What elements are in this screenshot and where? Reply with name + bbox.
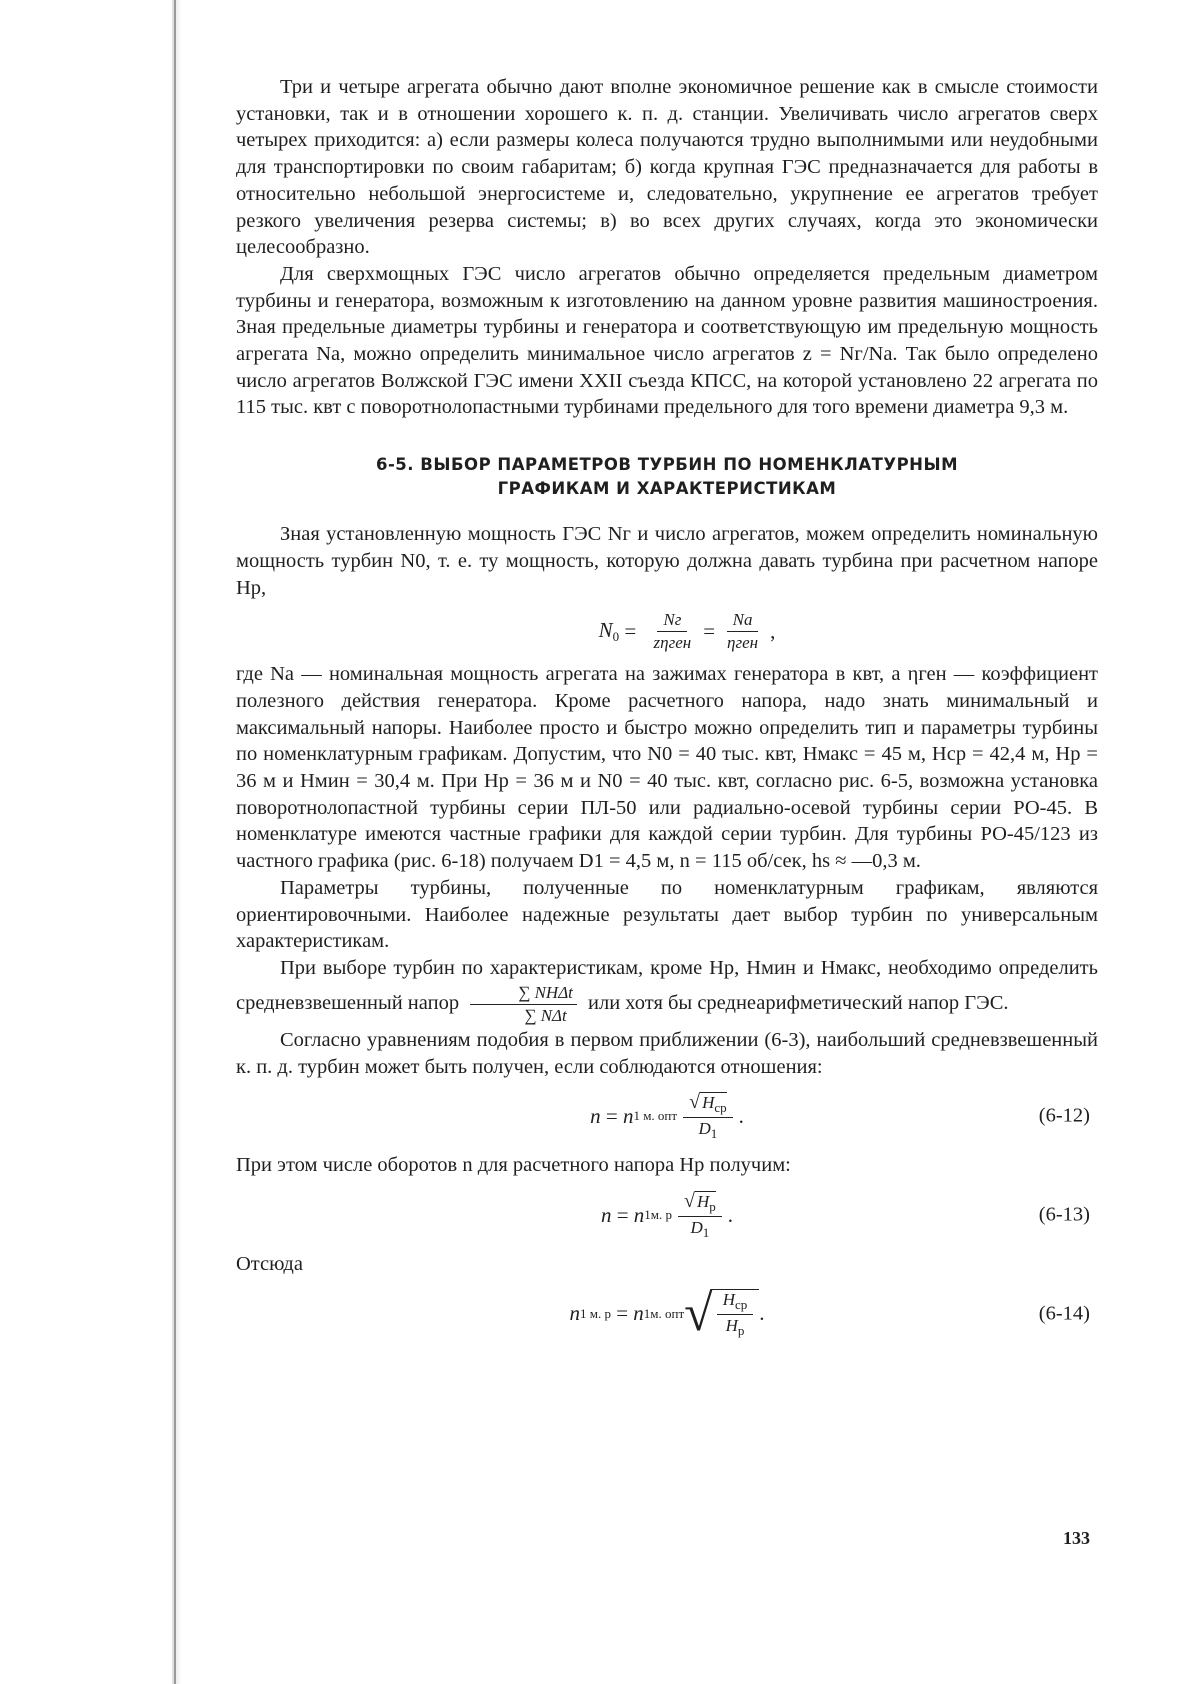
section-heading (236, 453, 1098, 501)
paragraph-3: Зная установленную мощность ГЭС Nг и число агрегатов, можем определить номинальную мощность турбин N0, т. е. ту мощность, которую должна давать турбина при расчетном напоре Hр, (236, 523, 1098, 599)
page-content (236, 74, 1098, 1350)
paragraph-7: Согласно уравнениям подобия в первом приближении (6-3), наибольший средневзвешенный к. п. д. турбин может быть получен, если соблюдаются отношения: (236, 1028, 1098, 1078)
eq-n0-fraction-2: $\frac{Nа}{\text{ηген}}$ (727, 609, 759, 652)
heading-line-1: 6-5. ВЫБОР ПАРАМЕТРОВ ТУРБИН ПО НОМЕНКЛАТУРНЫМ (375, 455, 959, 475)
paragraph-1: Три и четыре агрегата обычно дают вполне экономичное решение как в смысле стоимости установки, так и в отношении хорошего к. п. д. станции. Увеличивать число агрегатов сверх четырех приходится: а) если размеры колеса получаются трудно выполнимыми или неудобными для транспортировки по своим габаритам; б) когда крупная ГЭС предназначается для работы в относительно небольшой энергосистеме и, следовательно, укрупнение ее агрегатов требует резкого увеличения резерва системы; в) во всех других случаях, когда это экономически целесообразно. (236, 76, 1098, 259)
equation-6-12: n = n 1 м. опт $\frac{√ H_{ср}}{D_1}$ . (6-12) (590, 1090, 1090, 1141)
page-number: 133 (1063, 1528, 1090, 1548)
paragraph-9: Отсюда (236, 1253, 303, 1276)
equation-n0: $N_0$ = $\frac{Nг}{\text{zηген}}$ = $\frac{Nа}{\text{ηген}}$ , (598, 609, 776, 652)
paragraph-4: где Nа — номинальная мощность агрегата на зажимах генератора в квт, а ηген — коэффициент полезного действия генератора. Кроме расчетного напора, надо знать минимальный и максимальный напоры. Наиболее просто и быстро можно определить тип и параметры турбины по номенклатурным графикам. Допустим, что N0 = 40 тыс. квт, Hмакс = 45 м, Hср = 42,4 м, Hр = 36 м и Hмин = 30,4 м. При Hр = 36 м и N0 = 40 тыс. квт, согласно рис. 6-5, возможна установка поворотнолопастной турбины серии ПЛ-50 или радиально-осевой турбины серии РО-45. В номенклатуре имеются частные графики для каждой серии турбин. Для турбины РО-45/123 из частного графика (рис. 6-18) получаем D1 = 4,5 м, n = 115 об/сек, hs ≈ —0,3 м. (236, 663, 1098, 873)
heading-line-2: ГРАФИКАМ И ХАРАКТЕРИСТИКАМ (497, 479, 837, 499)
equation-number-6-14: (6-14) (1038, 1302, 1090, 1325)
eq-n0-fraction-1: $\frac{Nг}{\text{zηген}}$ (653, 609, 692, 652)
hsr-formula: $\frac{\text{∑ NHΔt}}{\text{∑ NΔt}}$ (470, 982, 577, 1027)
equation-number-6-12: (6-12) (1038, 1104, 1090, 1127)
equation-6-13: n = n 1м. р $\frac{√ H_р}{D_1}$ . (6-13) (600, 1189, 1090, 1240)
paragraph-6-start: При выборе турбин по характеристикам, кроме Hр, Hмин и Hмакс, необходимо определить средневзвешенный напор $\frac{\text{∑ NHΔt}}{\text{∑ NΔt}}$ или хотя бы среднеарифметический напор ГЭС. (236, 956, 1098, 1025)
paragraph-2: Для сверхмощных ГЭС число агрегатов обычно определяется предельным диаметром турбины и генератора, возможным к изготовлению на данном уровне развития машиностроения. Зная предельные диаметры турбины и генератора и соответствующую им предельную мощность агрегата Nа, можно определить минимальное число агрегатов z = Nг/Nа. Так было определено число агрегатов Волжской ГЭС имени XXII съезда КПСС, на которой установлено 22 агрегата по 115 тыс. квт с поворотнолопастными турбинами предельного для того времени диаметра 9,3 м. (236, 262, 1098, 419)
equation-number-6-13: (6-13) (1038, 1203, 1090, 1226)
eq-n0-lhs: $N_0$ (598, 617, 620, 644)
page-binding-edge (172, 0, 182, 1684)
equation-6-14: n 1 м. р = n 1м. опт √ $\frac{H_{ср}}{H_р}$ . (6-14) (569, 1284, 1090, 1342)
paragraph-5: Параметры турбины, полученные по номенклатурным графикам, являются ориентировочными. Наиболее надежные результаты дает выбор турбин по универсальным характеристикам. (236, 876, 1098, 953)
paragraph-8: При этом числе оборотов n для расчетного напора Hр получим: (236, 1154, 791, 1177)
